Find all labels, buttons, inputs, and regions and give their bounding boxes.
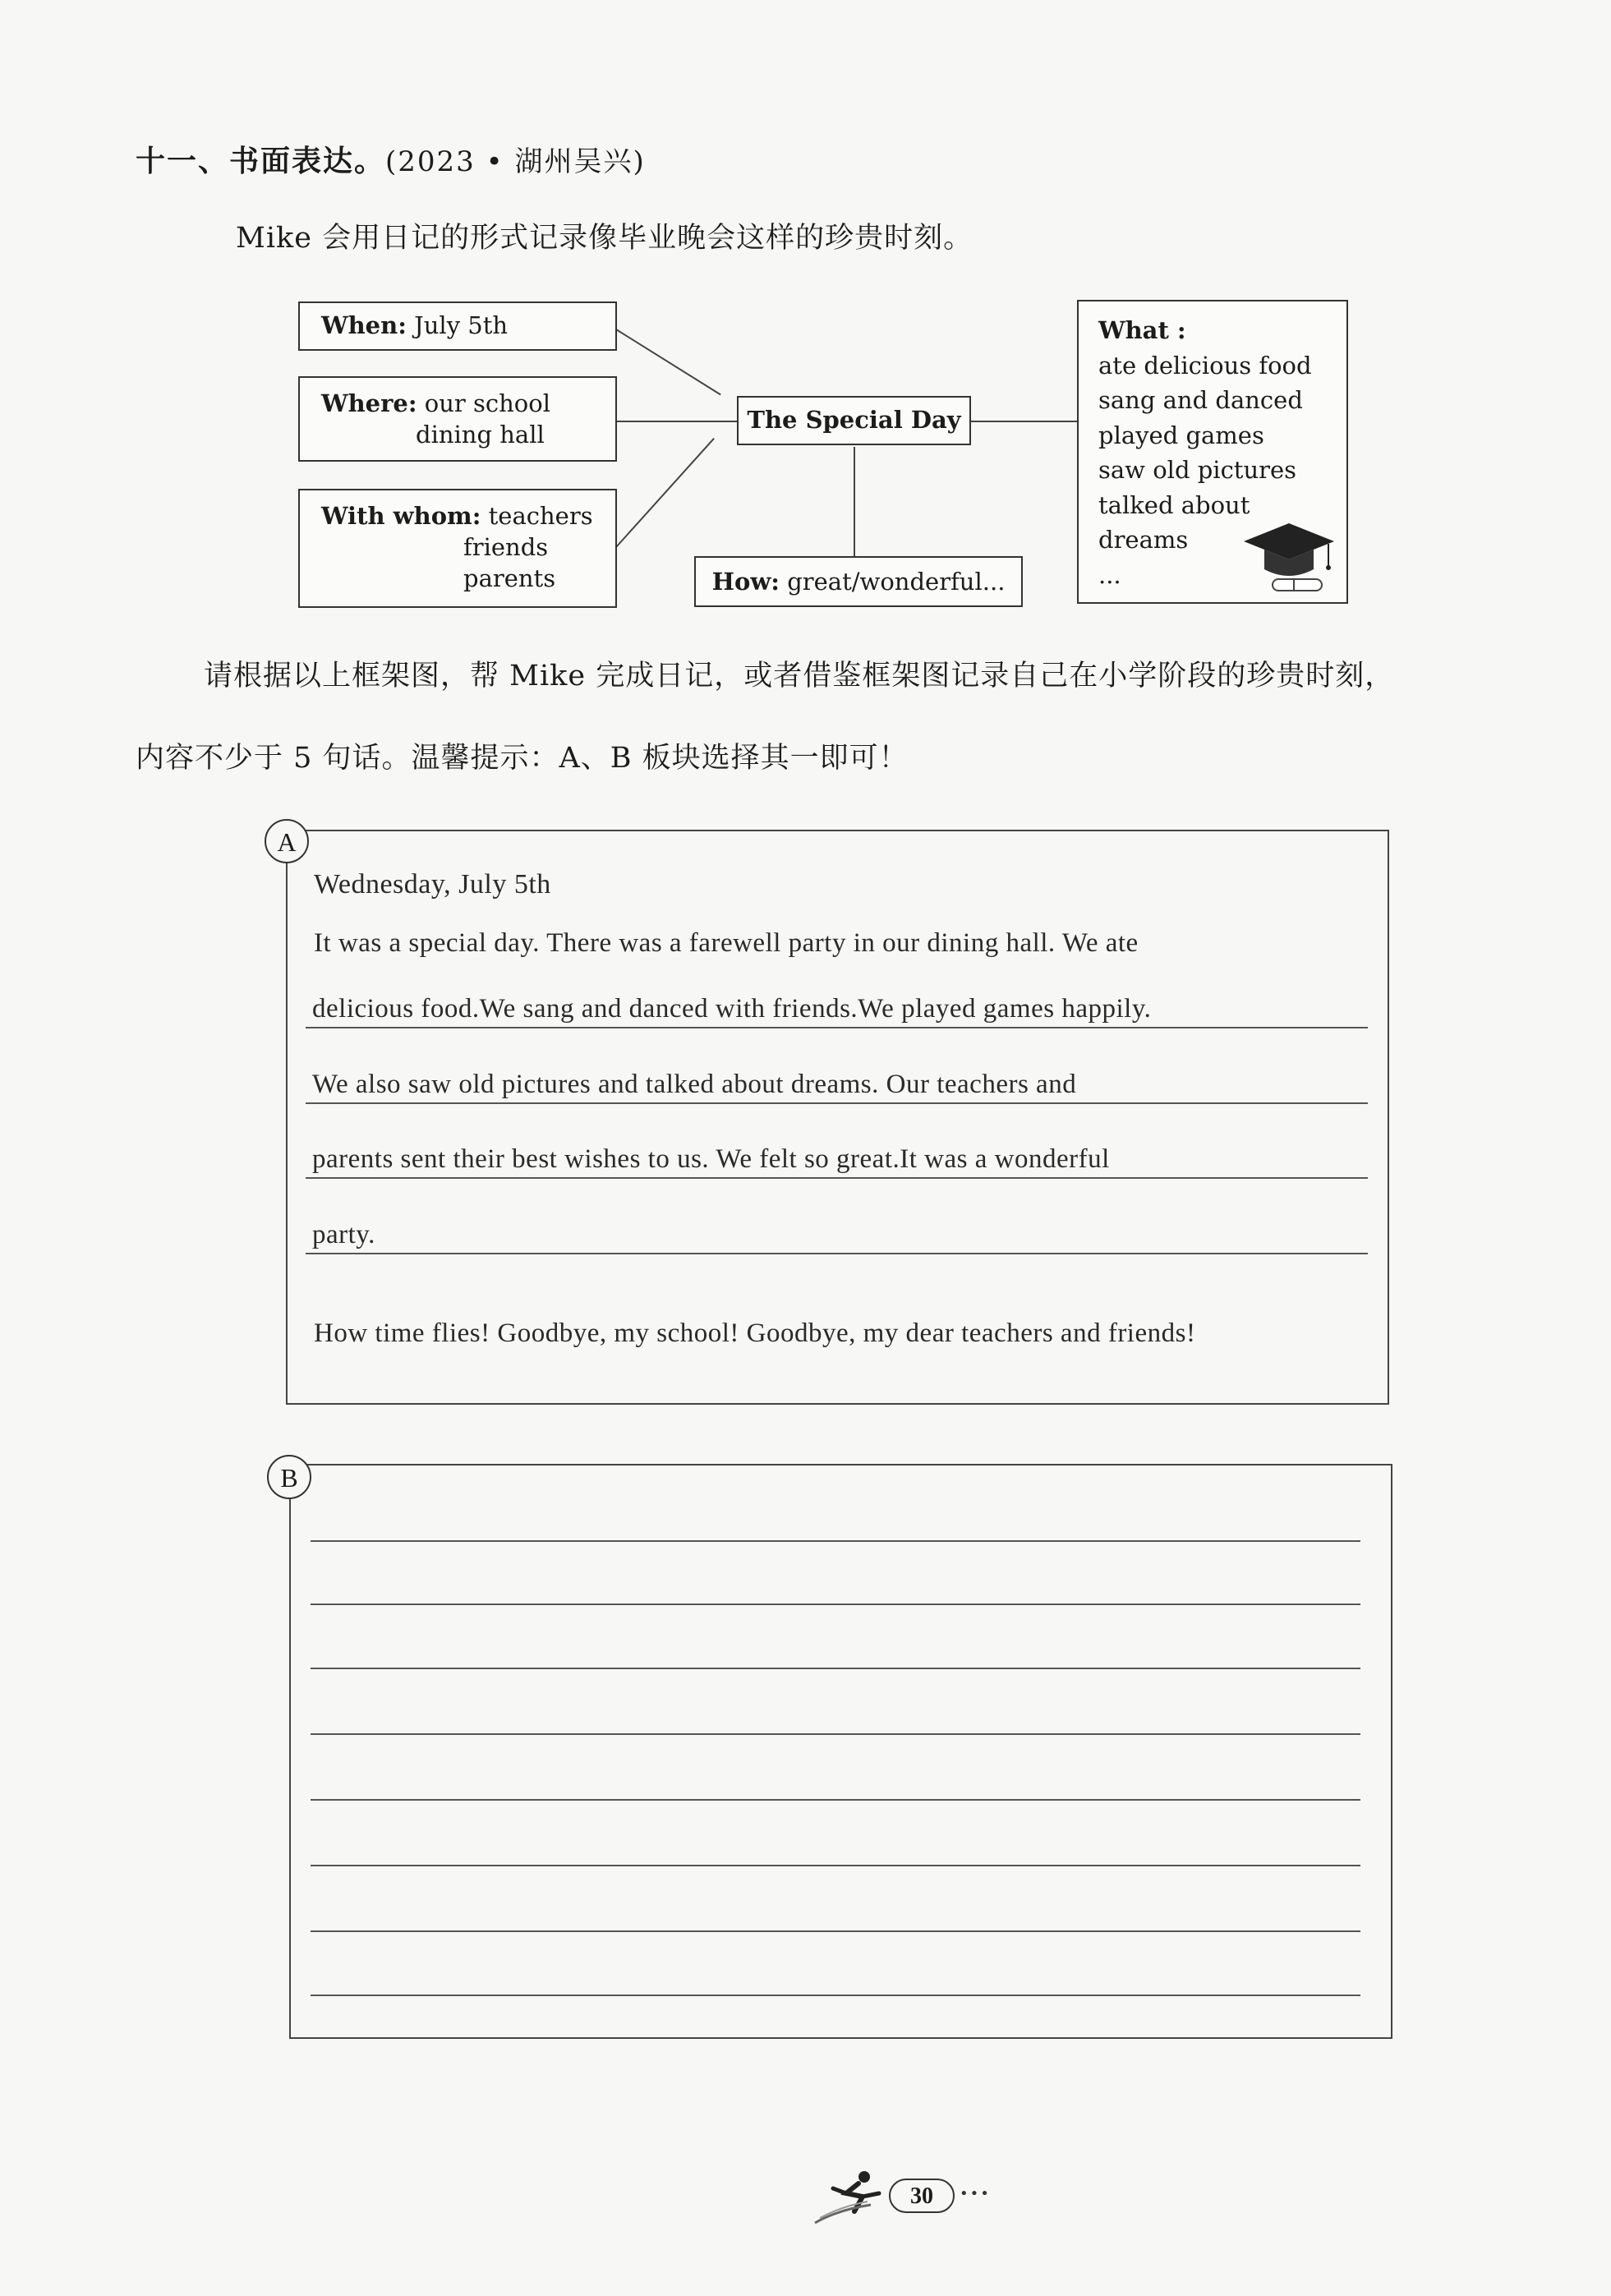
diary-date: Wednesday, July 5th [314,869,551,900]
where-value-1: our school [424,389,550,417]
connector-when [615,329,720,395]
instructions-line-1: 请根据以上框架图，帮 Mike 完成日记，或者借鉴框架图记录自己在小学阶段的珍贵时刻， [204,660,1395,692]
diary-line-2[interactable]: We also saw old pictures and talked about dreams. Our teachers and [312,1070,1077,1099]
what-label: What : [1098,316,1186,344]
with-whom-label: With whom: [321,502,481,530]
where-box [298,376,617,462]
what-item-3: played games [1098,421,1264,449]
blank-writing-line[interactable] [311,1865,1360,1866]
with-value-3: parents [463,564,556,592]
panel-b-badge: B [267,1455,311,1499]
connector-with [615,438,715,548]
when-label: When: [321,311,407,339]
diary-line-1[interactable]: delicious food.We sang and danced with friends.We played games happily. [312,994,1152,1024]
blank-writing-line[interactable] [311,1733,1360,1735]
diary-opening: It was a special day. There was a farewell party in our dining hall. We ate [314,928,1139,958]
page-number: 30 [889,2179,955,2213]
when-value: July 5th [414,311,509,339]
blank-writing-line[interactable] [311,1540,1360,1542]
runner-logo-icon [813,2169,887,2226]
writing-rule [306,1027,1368,1028]
writing-rule [306,1102,1368,1104]
where-value-2: dining hall [416,421,545,449]
diary-line-3[interactable]: parents sent their best wishes to us. We felt so great.It was a wonderful [312,1144,1110,1174]
section-source: (2023 • 湖州吴兴) [385,145,646,178]
intro-text: Mike 会用日记的形式记录像毕业晚会这样的珍贵时刻。 [236,222,974,255]
where-label: Where: [321,389,417,417]
what-box [1077,300,1348,604]
panel-a-badge: A [265,819,309,863]
what-item-6: ... [1098,560,1121,589]
what-item-5: talked about dreams [1098,490,1250,554]
graduation-cap-icon [1240,515,1338,597]
connector-what [969,421,1078,422]
writing-rule [306,1177,1368,1179]
section-title [136,138,646,180]
blank-writing-line[interactable] [311,1668,1360,1669]
what-item-2: sang and danced [1098,386,1303,414]
what-item-1: ate delicious food [1098,351,1312,380]
with-value-2: friends [463,533,549,561]
blank-writing-line[interactable] [311,1930,1360,1932]
how-box [694,556,1023,607]
section-title-text: 十一、书面表达。 [136,144,386,178]
blank-writing-line[interactable] [311,1604,1360,1605]
writing-rule [306,1253,1368,1254]
diary-closing: How time flies! Goodbye, my school! Goodbye, my dear teachers and friends! [314,1318,1196,1348]
center-label: The Special Day [747,406,961,434]
connector-how [854,447,855,560]
with-whom-box [298,489,617,608]
blank-writing-line[interactable] [311,1799,1360,1801]
blank-writing-line[interactable] [311,1995,1360,1996]
diary-line-4[interactable]: party. [312,1220,375,1249]
instructions-line-2: 内容不少于 5 句话。温馨提示：A、B 板块选择其一即可！ [136,742,909,775]
center-box [737,396,971,445]
connector-where [616,421,738,422]
with-value-1: teachers [488,502,593,530]
how-value: great/wonderful... [787,568,1006,596]
what-item-4: saw old pictures [1098,456,1297,484]
when-box [298,301,617,351]
how-label: How: [711,568,780,596]
panel-b [289,1464,1392,2039]
footer-dots: ••• [960,2185,991,2202]
